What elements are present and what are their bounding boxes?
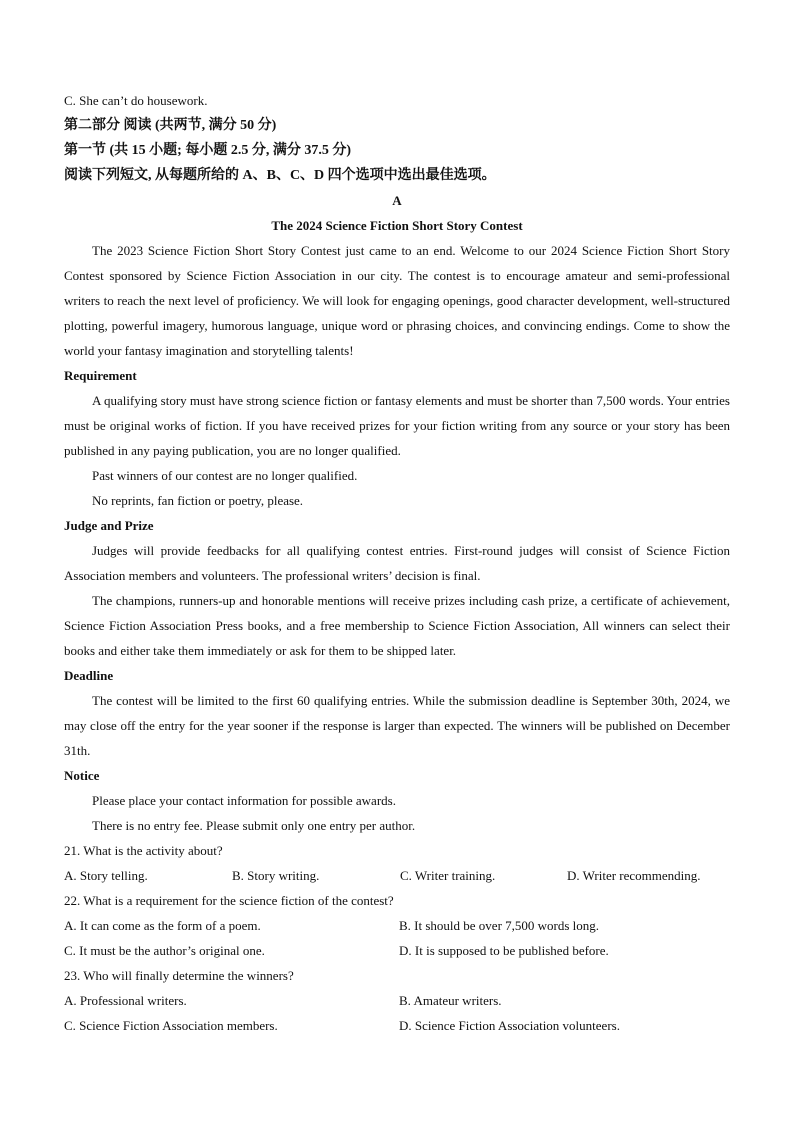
question-21-option-c: C. Writer training. [400, 868, 496, 883]
part-title: 第一节 (共 15 小题; 每小题 2.5 分, 满分 37.5 分) [64, 143, 351, 158]
requirement-heading: Requirement [64, 368, 137, 383]
section-title: 第二部分 阅读 (共两节, 满分 50 分) [64, 118, 277, 133]
question-22-option-a: A. It can come as the form of a poem. [64, 918, 261, 933]
deadline-paragraph: The contest will be limited to the first 60 qualifying entries. While the submission deadline is September 30th, 2024, we may close off the entry for the year sooner if the response is larger than expected. The winners will be published on December 31th. [64, 693, 730, 758]
question-23-option-a: A. Professional writers. [64, 993, 187, 1008]
question-23-options [64, 988, 730, 1038]
requirement-paragraph-2: Past winners of our contest are no longer qualified. [92, 468, 358, 483]
judge-heading: Judge and Prize [64, 518, 154, 533]
notice-heading: Notice [64, 768, 100, 783]
question-23-option-b: B. Amateur writers. [399, 993, 502, 1008]
question-22-options [64, 913, 730, 963]
notice-paragraph-2: There is no entry fee. Please submit only one entry per author. [92, 818, 416, 833]
question-22-option-b: B. It should be over 7,500 words long. [399, 918, 600, 933]
passage-letter: A [392, 193, 402, 208]
requirement-paragraph-1: A qualifying story must have strong science fiction or fantasy elements and must be shorter than 7,500 words. Your entries must be original works of fiction. If you have received prizes for your fiction writing from any source or your story has been published in any paying publication, you are no longer qualified. [64, 393, 730, 458]
question-23-option-c: C. Science Fiction Association members. [64, 1018, 278, 1033]
previous-option-c: C. She can’t do housework. [64, 93, 208, 108]
question-21-option-a: A. Story telling. [64, 868, 148, 883]
notice-paragraph-1: Please place your contact information for possible awards. [92, 793, 396, 808]
question-21-option-d: D. Writer recommending. [567, 868, 701, 883]
question-21-option-b: B. Story writing. [232, 868, 320, 883]
question-21-options [64, 863, 730, 888]
judge-paragraph-2: The champions, runners-up and honorable mentions will receive prizes including cash prize, a certificate of achievement, Science Fiction Association Press books, and a free membership to Science Fiction Association, All winners can select their books and either take them immediately or ask for them to be shipped later. [64, 593, 730, 658]
question-21-stem: 21. What is the activity about? [64, 843, 223, 858]
question-23-option-d: D. Science Fiction Association volunteers. [399, 1018, 620, 1033]
requirement-paragraph-3: No reprints, fan fiction or poetry, please. [92, 493, 304, 508]
question-22-option-c: C. It must be the author’s original one. [64, 943, 265, 958]
passage-title: The 2024 Science Fiction Short Story Contest [271, 218, 523, 233]
judge-paragraph-1: Judges will provide feedbacks for all qualifying contest entries. First-round judges will consist of Science Fiction Association members and volunteers. The professional writers’ decision is final. [64, 543, 730, 583]
question-22-stem: 22. What is a requirement for the science fiction of the contest? [64, 893, 394, 908]
exam-page [64, 88, 730, 1038]
question-22-option-d: D. It is supposed to be published before. [399, 943, 609, 958]
intro-paragraph: The 2023 Science Fiction Short Story Contest just came to an end. Welcome to our 2024 Science Fiction Short Story Contest sponsored by Science Fiction Association in our city. The contest is to encourage amateur and semi-professional writers to reach the next level of proficiency. We will look for engaging openings, good character development, well-structured plotting, powerful imagery, humorous language, unique word or phrasing choices, and convincing endings. Come to show the world your fantasy imagination and storytelling talents! [64, 243, 730, 358]
deadline-heading: Deadline [64, 668, 114, 683]
question-23-stem: 23. Who will finally determine the winners? [64, 968, 294, 983]
instruction: 阅读下列短文, 从每题所给的 A、B、C、D 四个选项中选出最佳选项。 [64, 168, 496, 183]
